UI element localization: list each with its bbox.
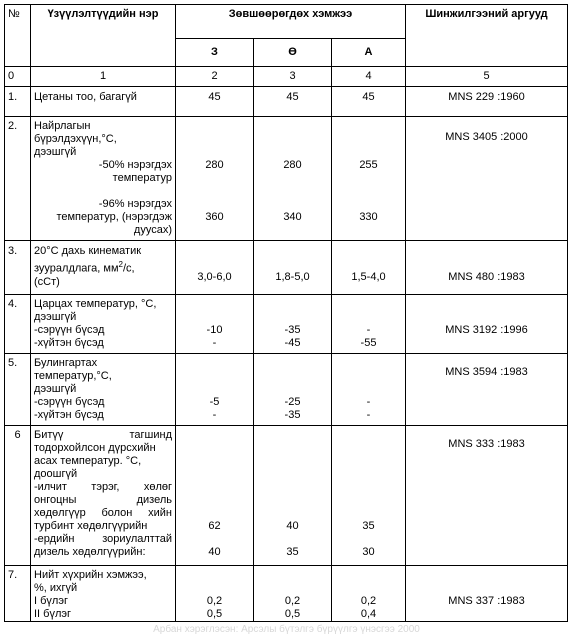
unit-tail: /с, xyxy=(123,262,135,275)
row-number: 4. xyxy=(5,295,31,354)
table-row xyxy=(5,566,568,622)
table-row xyxy=(5,295,568,354)
test-method: MNS 333 :1983 xyxy=(406,426,568,566)
table-row xyxy=(5,241,568,295)
name-line: Булингартах xyxy=(34,357,98,369)
unit-text: мм xyxy=(103,262,119,275)
parameter-name xyxy=(31,426,176,566)
value: 35 xyxy=(362,520,375,532)
row-number: 1. xyxy=(5,87,31,117)
name-line: Найрлагын xyxy=(34,120,91,132)
table-row xyxy=(5,426,568,566)
value: 280 xyxy=(283,159,302,171)
parameter-name xyxy=(31,354,176,426)
name-line: -50% нэрэгдэх xyxy=(98,159,172,171)
header-allowed: Зөвшөөрөгдөх хэмжээ xyxy=(176,5,406,39)
index-cell: 2 xyxy=(176,67,254,87)
value: - xyxy=(212,337,217,349)
name-line: дээшгүй xyxy=(34,383,77,395)
value-a xyxy=(332,117,406,241)
name-line: дээшгүй xyxy=(34,311,77,323)
value: 0,2 xyxy=(284,595,301,607)
value-z: 45 xyxy=(176,87,254,117)
value-z xyxy=(176,295,254,354)
row-number: 5. xyxy=(5,354,31,426)
value-o xyxy=(254,295,332,354)
header-row xyxy=(5,5,568,39)
value-z: 3,0-6,0 xyxy=(176,241,254,295)
value-z xyxy=(176,354,254,426)
name-line: I бүлэг xyxy=(34,595,68,607)
index-cell: 5 xyxy=(406,67,568,87)
value: 340 xyxy=(283,211,302,223)
value-a xyxy=(332,354,406,426)
value: - xyxy=(212,409,217,421)
name-line: -сэрүүн бүсэд xyxy=(34,324,105,336)
table-row xyxy=(5,87,568,117)
value-a xyxy=(332,566,406,622)
header-sub-z: З xyxy=(176,39,254,67)
value: -25 xyxy=(284,396,301,408)
test-method: MNS 480 :1983 xyxy=(406,241,568,295)
header-sub-o: Ө xyxy=(254,39,332,67)
name-line: II бүлэг xyxy=(34,608,72,620)
value-a xyxy=(332,426,406,566)
name-line: -ердийн зориулалттай xyxy=(34,533,172,545)
table-row xyxy=(5,117,568,241)
value: - xyxy=(366,409,371,421)
test-method: MNS 3594 :1983 xyxy=(406,354,568,426)
name-line: хөдөлгүүр болон хийн xyxy=(34,507,172,519)
parameter-name: Цетаны тоо, багагүй xyxy=(31,87,176,117)
value: 0,2 xyxy=(360,595,377,607)
value-o xyxy=(254,354,332,426)
name-line: -хүйтэн бүсэд xyxy=(34,337,104,349)
name-line: дуусах) xyxy=(133,224,172,236)
value-z xyxy=(176,117,254,241)
value-o: 45 xyxy=(254,87,332,117)
parameter-name xyxy=(31,295,176,354)
name-line: -хүйтэн бүсэд xyxy=(34,409,104,421)
value: 62 xyxy=(208,520,221,532)
row-number: 2. xyxy=(5,117,31,241)
value: -10 xyxy=(206,324,223,336)
value-o: 1,8-5,0 xyxy=(254,241,332,295)
value: 280 xyxy=(205,159,224,171)
value: 35 xyxy=(286,546,299,558)
value: 0,4 xyxy=(360,608,377,620)
name-line: Битүү тагшинд xyxy=(34,429,172,441)
header-method: Шинжилгээний аргууд xyxy=(406,5,568,67)
parameter-name xyxy=(31,241,176,295)
value: 40 xyxy=(286,520,299,532)
value-o xyxy=(254,566,332,622)
index-cell: 0 xyxy=(5,67,31,87)
value-z xyxy=(176,566,254,622)
value: - xyxy=(366,396,371,408)
value: 40 xyxy=(208,546,221,558)
value-o xyxy=(254,117,332,241)
unit-superscript: 2 xyxy=(118,260,123,269)
name-text: зууралдлага, xyxy=(34,262,101,275)
value: -35 xyxy=(284,324,301,336)
name-line: бүрэлдэхүүн,°С, xyxy=(34,133,117,145)
name-line: асах температур. °С, xyxy=(34,455,142,467)
name-line: турбинт хөдөлгүүрийн xyxy=(34,520,148,532)
table-row xyxy=(5,354,568,426)
name-line: -96% нэрэгдэх xyxy=(98,198,172,210)
header-no: № xyxy=(5,5,31,67)
name-line: 20°С дахь кинематик xyxy=(34,245,142,257)
value: 330 xyxy=(359,211,378,223)
value: 0,5 xyxy=(206,608,223,620)
name-line: температур xyxy=(112,172,172,184)
name-line: дизель хөдөлгүүрийн: xyxy=(34,546,146,558)
row-number: 6 xyxy=(5,426,31,566)
value: 360 xyxy=(205,211,224,223)
name-line: дээшгүй xyxy=(34,146,77,158)
index-cell: 1 xyxy=(31,67,176,87)
name-line: Нийт хүхрийн хэмжээ, xyxy=(34,569,147,581)
index-cell: 3 xyxy=(254,67,332,87)
header-sub-a: А xyxy=(332,39,406,67)
name-line: температур, (нэрэгдэж xyxy=(56,211,172,223)
parameter-name xyxy=(31,566,176,622)
spec-table-page xyxy=(4,4,567,622)
index-cell: 4 xyxy=(332,67,406,87)
name-line: тодорхойлсон дүрсхийн xyxy=(34,442,156,454)
value: -35 xyxy=(284,409,301,421)
name-line: Царцах температур, °С, xyxy=(34,298,157,310)
header-name: Үзүүлэлтүүдийн нэр xyxy=(31,5,176,67)
name-line: -сэрүүн бүсэд xyxy=(34,396,105,408)
value-a: 45 xyxy=(332,87,406,117)
value-z xyxy=(176,426,254,566)
value: -55 xyxy=(360,337,377,349)
value: 0,2 xyxy=(206,595,223,607)
value-o xyxy=(254,426,332,566)
value: -5 xyxy=(209,396,220,408)
name-line: доошгүй xyxy=(34,468,78,480)
index-row xyxy=(5,67,568,87)
value-a: 1,5-4,0 xyxy=(332,241,406,295)
name-line xyxy=(34,258,172,276)
name-line: температур,°С, xyxy=(34,370,112,382)
test-method: MNS 3405 :2000 xyxy=(406,117,568,241)
name-line: %, ихгүй xyxy=(34,582,78,594)
value: 255 xyxy=(359,159,378,171)
name-line: (сСт) xyxy=(34,275,60,288)
value: 0,5 xyxy=(284,608,301,620)
name-line: -илчит тэрэг, хөлөг xyxy=(34,481,172,493)
name-line: онгоцны дизель xyxy=(34,494,172,506)
test-method: MNS 3192 :1996 xyxy=(406,295,568,354)
test-method: MNS 229 :1960 xyxy=(406,87,568,117)
value: - xyxy=(366,324,371,336)
footer-source-note: Арбан хэрэглэсэн: Арсэлы бүтэлгэ бүрүүлгэ үнэсгээ 2000 xyxy=(153,624,420,635)
test-method: MNS 337 :1983 xyxy=(406,566,568,622)
value-a xyxy=(332,295,406,354)
row-number: 3. xyxy=(5,241,31,295)
value: -45 xyxy=(284,337,301,349)
parameter-name xyxy=(31,117,176,241)
specification-table xyxy=(4,4,568,622)
value: 30 xyxy=(362,546,375,558)
row-number: 7. xyxy=(5,566,31,622)
